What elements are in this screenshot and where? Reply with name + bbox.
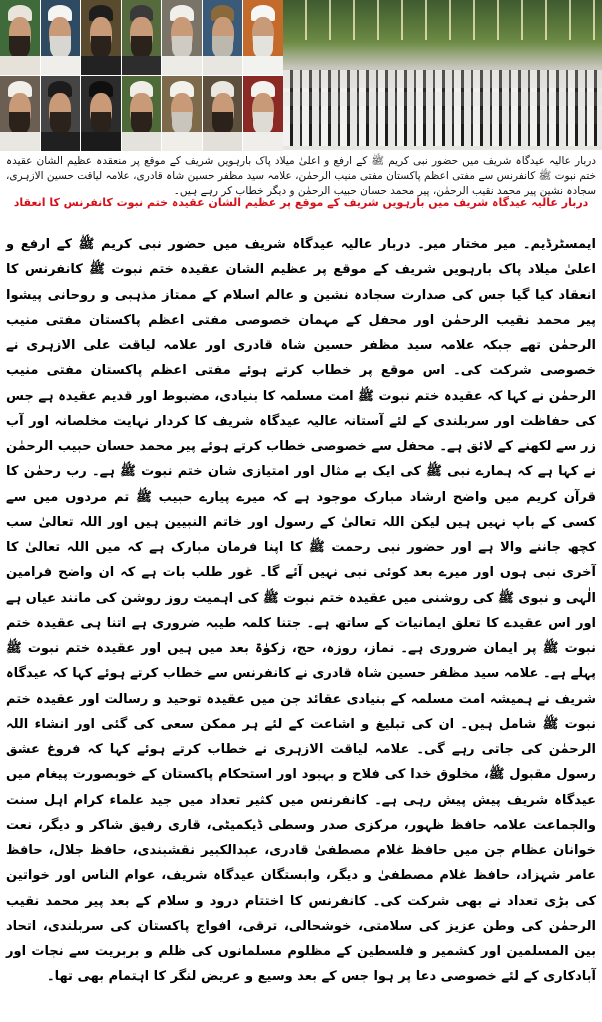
speaker-photo [81,76,121,151]
speaker-photo [243,0,283,75]
speaker-photo [0,76,40,151]
photo-banner [0,0,602,150]
article-headline: دربار عالیہ عیدگاہ شریف میں بارہویں شریف کے موقع پر عظیم الشان عقیدہ ختم نبوت کانفرنس کا انعقاد [13,196,589,209]
conference-crowd-photo [283,0,602,150]
photo-caption: دربار عالیہ عیدگاہ شریف میں حضور نبی کریم ﷺ کے ارفع و اعلیٰ میلاد پاک بارہویں شریف کے موقع پر منعقدہ عظیم الشان عقیدہ ختم نبوت ﷺ کانفرنس سے مفتی اعظم پاکستان مفتی منیب الرحمٰن، علامہ سید مظفر حسین شاہ قادری، علامہ لیاقت حسین الازہری، سجادہ نشین پیر محمد نقیب الرحمٰن، پیر محمد حسان حبیب الرحمٰن و دیگر خطاب کر رہے ہیں۔ [6,155,596,197]
speaker-photo [122,0,162,75]
speaker-photo [243,76,283,151]
speaker-photo [162,76,202,151]
speaker-photo [41,76,81,151]
speaker-photo [162,0,202,75]
speaker-photo [122,76,162,151]
speaker-portraits [0,0,283,150]
speaker-photo [41,0,81,75]
speaker-photo [203,76,243,151]
article-text: ایمسٹرڈیم۔ میر مختار میر۔ دربار عالیہ عیدگاہ شریف میں حضور نبی کریم ﷺ کے ارفع و اعلیٰ میلاد پاک بارہویں شریف کے موقع پر عظیم الشان عقیدہ ختم نبوت ﷺ کانفرنس کا انعقاد کیا گیا جس کی صدارت سجادہ نشین و عالم اسلام کے ممتاز مذہبی و روحانی پیشوا پیر محمد نقیب الرحمٰن اور محفل کے مہمان خصوصی مفتی اعظم پاکستان مفتی منیب الرحمٰن تھے جبکہ علامہ سید مظفر حسین شاہ قادری اور علامہ لیاقت علی الازہری نے خصوصی شرکت کی۔ اس موقع پر خطاب کرتے ہوئے مفتی اعظم پاکستان مفتی منیب الرحمٰن نے کہا کہ عقیدہ ختم نبوت ﷺ امت مسلمہ کا بنیادی، مضبوط اور قدیم عقیدہ ہے جس کی حفاظت اور سربلندی کے لئے آستانہ عالیہ عیدگاہ شریف کا کردار نہایت مخلصانہ اور آب زر سے لکھنے کے لائق ہے۔ محفل سے خصوصی خطاب کرتے ہوئے پیر محمد حسان حبیب الرحمٰن نے کہا ہے کہ ہمارے نبی ﷺ کی ایک بے مثال اور امتیازی شان ختم نبوت ﷺ ہے۔ رب رحمٰن کا قرآن کریم میں واضح ارشاد مبارک موجود ہے کہ میرے پیارے حبیب ﷺ تم مردوں میں سے کسی کے باپ نہیں ہیں لیکن اللہ تعالیٰ کے رسول اور خاتم النبیین ہیں اور اللہ تعالیٰ سب کچھ جاننے والا ہے اور حضور نبی رحمت ﷺ کا اپنا فرمان مبارک ہے کہ میں اللہ تعالیٰ کا آخری نبی ہوں اور میرے بعد کوئی نبی نہیں آئے گا۔ غور طلب بات ہے کہ ان واضح فرامین الٰہی و نبوی ﷺ کی روشنی میں عقیدہ ختم نبوت ﷺ کی اہمیت روز روشن کی مانند عیاں ہے اور اس عقیدے کا تعلق ایمانیات کے ساتھ ہے۔ جتنا کلمہ طیبہ ضروری ہے اتنا ہی عقیدہ ختم نبوت ﷺ پر ایمان ضروری ہے۔ نماز، روزہ، حج، زکوٰۃ بعد میں ہیں اور عقیدہ ختم نبوت ﷺ پہلے ہے۔ علامہ سید مظفر حسین شاہ قادری نے کانفرنس سے خطاب کرتے ہوئے کہا کہ عیدگاہ شریف نے ہمیشہ امت مسلمہ کے بنیادی عقائد جن میں عقیدہ توحید و رسالت اور عقیدہ ختم نبوت ﷺ شامل ہیں۔ ان کی تبلیغ و اشاعت کے لئے ہر ممکن سعی کی گئی اور انشاء اللہ الرحمٰن کی جاتی رہے گی۔ علامہ لیاقت الازہری نے خطاب کرتے ہوئے کہا کہ فروغ عشق رسول مقبول ﷺ، مخلوق خدا کی فلاح و بہبود اور استحکام پاکستان کے خوبصورت پیغام میں عیدگاہ شریف پیش پیش رہی ہے۔ کانفرنس میں کثیر تعداد میں جید علماء کرام اہل سنت والجماعت علامہ حافظ ظہور، مرکزی صدر وسطی ڈیکمیٹی، قاری رفیق شاکر و دیگر، نعت خوانان عظام جن میں حافظ غلام مصطفیٰ قادری، عبدالکبیر نقشبندی، حافظ جلال، حافظ عامر شہزاد، حافظ غلام مصطفیٰ و دیگر، وابستگان عیدگاہ شریف، عوام الناس اور خواتین کی بڑی تعداد نے بھی شرکت کی۔ کانفرنس کا اختتام درود و سلام کے بعد پیر محمد نقیب الرحمٰن کی وطن عزیز کی سلامتی، خوشحالی، ترقی، افواج پاکستان کی سربلندی، اتحاد بین المسلمین اور کشمیر و فلسطین کے مظلوم مسلمانوں کی ظلم و بربریت سے نجات اور آبادکاری کے لئے خصوصی دعا پر ہوا جس کے بعد وسیع و عریض لنگر کا اہتمام بھی تھا۔ [6,237,596,985]
article-body [6,232,596,990]
speaker-photo [0,0,40,75]
speaker-photo [81,0,121,75]
speaker-photo [203,0,243,75]
